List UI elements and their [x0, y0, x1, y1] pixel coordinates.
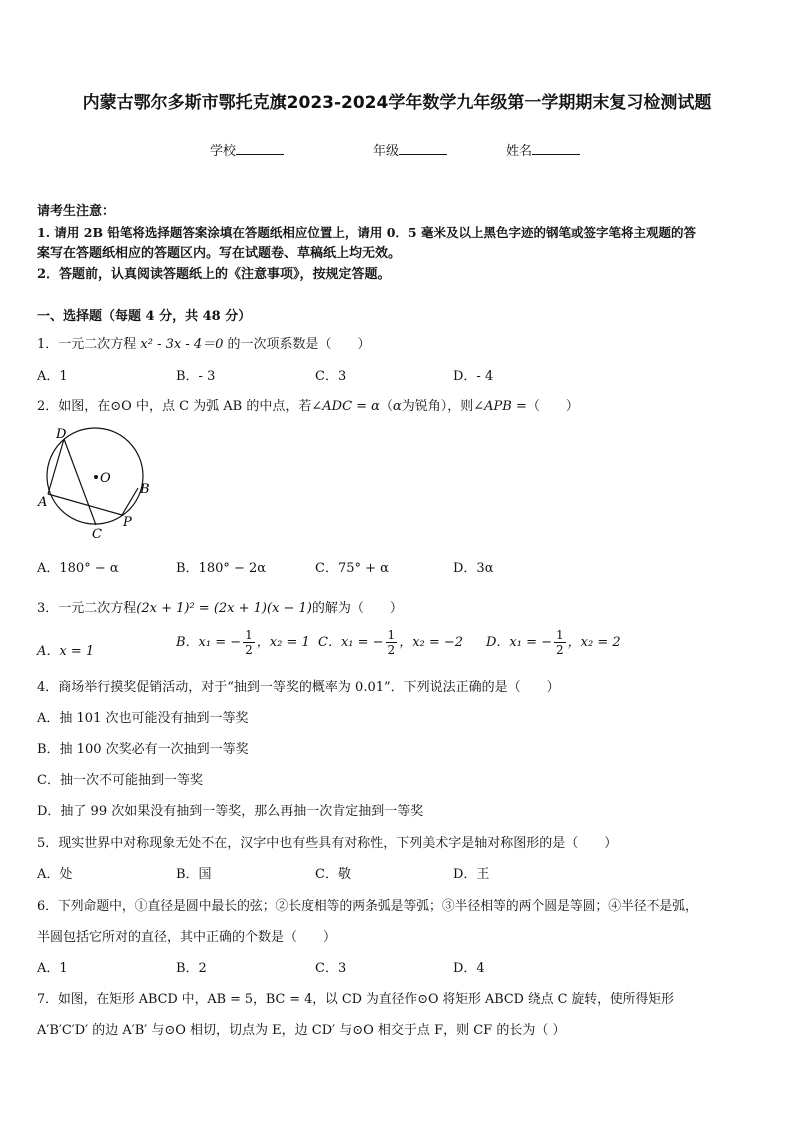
q2-option-d[interactable]: D．3α [453, 561, 494, 576]
q2-stem-mid: 为锐角），则 [401, 399, 474, 414]
q5-option-c[interactable]: C．敬 [315, 867, 351, 882]
q2-option-b[interactable]: B．180° − 2α [176, 561, 267, 576]
notice-item-2: 2．答题前，认真阅读答题纸上的《注意事项》，按规定答题。 [37, 267, 391, 282]
q1-equation: x² - 3x - 4＝0 [140, 337, 224, 352]
school-field[interactable] [210, 140, 284, 159]
grade-label: 年级 [373, 144, 400, 159]
q3-b-num: 1 [245, 628, 253, 642]
q3-d-den: 2 [556, 643, 564, 657]
q5-option-d[interactable]: D．王 [453, 867, 490, 882]
q1-stem-text: 1．一元二次方程 [37, 337, 141, 352]
question-6-line-2: 半圆包括它所对的直径，其中正确的个数是（ ） [37, 930, 337, 945]
q3-option-c[interactable] [318, 628, 463, 657]
q3-b-den: 2 [245, 643, 253, 657]
q4-option-d[interactable]: D．抽了 99 次如果没有抽到一等奖，那么再抽一次肯定抽到一等奖 [37, 804, 424, 819]
q3-c-fraction [386, 628, 398, 657]
q3-c-num: 1 [387, 628, 396, 642]
school-label: 学校 [210, 144, 237, 159]
label-c: C [92, 527, 102, 542]
q3-c-pre: C．x₁ = − [318, 635, 384, 650]
question-4-stem: 4．商场举行摸奖促销活动，对于“抽到一等奖的概率为 0.01”．下列说法正确的是（ ） [37, 680, 560, 695]
chord-dc [64, 439, 96, 525]
q6-option-b[interactable]: B．2 [176, 961, 207, 976]
question-7-line-2: A′B′C′D′ 的边 A′B′ 与⊙O 相切，切点为 E，边 CD′ 与⊙O 相交于点 F，则 CF 的长为（ ） [37, 1023, 566, 1038]
question-7-line-1: 7．如图，在矩形 ABCD 中，AB = 5，BC = 4，以 CD 为直径作⊙O 将矩形 ABCD 绕点 C 旋转，使所得矩形 [37, 992, 674, 1007]
q3-d-post: ，x₂ = 2 [567, 635, 621, 650]
q3-option-b[interactable] [176, 628, 310, 657]
q2-alpha: α [392, 399, 402, 414]
label-o: O [100, 471, 111, 486]
grade-field[interactable] [373, 140, 447, 159]
notice-heading: 请考生注意： [37, 204, 116, 219]
q2-option-a[interactable]: A．180° − α [37, 561, 119, 576]
q1-option-c[interactable]: C．3 [315, 369, 347, 384]
q5-option-b[interactable]: B．国 [176, 867, 212, 882]
q2-option-c[interactable]: C．75° + α [315, 561, 389, 576]
q3-stem-text: 3．一元二次方程 [37, 601, 137, 616]
name-label: 姓名 [506, 144, 533, 159]
notice-item-1-line-2: 案写在答题纸相应的答题区内。写在试题卷、草稿纸上均无效。 [37, 246, 402, 261]
q4-option-a[interactable]: A．抽 101 次也可能没有抽到一等奖 [37, 711, 249, 726]
grade-blank[interactable] [399, 142, 447, 155]
page-title: 内蒙古鄂尔多斯市鄂托克旗2023-2024学年数学九年级第一学期期末复习检测试题 [82, 93, 712, 113]
q3-b-fraction [243, 628, 255, 657]
q3-option-d[interactable] [486, 628, 621, 657]
q3-b-post: ，x₂ = 1 [256, 635, 310, 650]
q2-angle-adc: ∠ADC = α [311, 399, 380, 414]
notice-item-1-line-1: 1. 请用 2B 铅笔将选择题答案涂填在答题纸相应位置上，请用 0．5 毫米及以上黑色字迹的钢笔或签字笔将主观题的答 [37, 225, 696, 240]
q3-option-a[interactable] [37, 640, 94, 659]
question-3-stem [37, 597, 403, 616]
q3-option-a-text: A．x = 1 [37, 644, 95, 659]
q2-stem-text: 2．如图，在⊙O 中，点 C 为弧 AB 的中点，若 [37, 399, 312, 414]
q2-paren-open: （ [379, 399, 393, 414]
notice-block [37, 201, 759, 285]
q6-option-a[interactable]: A．1 [37, 961, 68, 976]
q3-d-pre: D．x₁ = − [486, 635, 553, 650]
q6-option-d[interactable]: D．4 [453, 961, 485, 976]
label-b: B [140, 482, 150, 497]
question-6-line-1: 6．下列命题中，①直径是圆中最长的弦；②长度相等的两条弧是等弧；③半径相等的两个圆是等圆；④半径不是弧， [37, 899, 698, 914]
q3-equation: (2x + 1)² = (2x + 1)(x − 1) [136, 601, 312, 616]
q3-b-pre: B．x₁ = − [176, 635, 242, 650]
question-5-stem: 5．现实世界中对称现象无处不在，汉字中也有些具有对称性，下列美术字是轴对称图形的是（ ） [37, 836, 618, 851]
q4-option-c[interactable]: C．抽一次不可能抽到一等奖 [37, 773, 203, 788]
q6-option-c[interactable]: C．3 [315, 961, 347, 976]
question-1-stem [37, 333, 371, 352]
q2-circle-figure [36, 422, 156, 542]
q3-c-den: 2 [387, 643, 396, 657]
section-heading: 一、选择题（每题 4 分，共 48 分） [37, 309, 252, 324]
q3-d-num: 1 [556, 628, 564, 642]
q3-d-fraction [554, 628, 566, 657]
label-d: D [56, 427, 67, 442]
school-blank[interactable] [236, 142, 284, 155]
q5-option-a[interactable]: A．处 [37, 867, 73, 882]
q1-option-d[interactable]: D．- 4 [453, 369, 494, 384]
q3-c-post: ，x₂ = −2 [399, 635, 464, 650]
q3-stem-tail: 的解为（ ） [311, 601, 403, 616]
name-blank[interactable] [532, 142, 580, 155]
q4-option-b[interactable]: B．抽 100 次奖必有一次抽到一等奖 [37, 742, 249, 757]
q2-stem-tail: （ ） [526, 399, 579, 414]
q2-angle-apb: ∠APB = [473, 399, 527, 414]
q1-option-b[interactable]: B．- 3 [176, 369, 216, 384]
label-p: P [123, 515, 132, 530]
center-point [94, 475, 98, 479]
q1-stem-tail: 的一次项系数是（ ） [223, 337, 371, 352]
question-2-stem [37, 395, 579, 414]
q1-option-a[interactable]: A．1 [37, 369, 68, 384]
name-field[interactable] [506, 140, 580, 159]
label-a: A [38, 495, 48, 510]
